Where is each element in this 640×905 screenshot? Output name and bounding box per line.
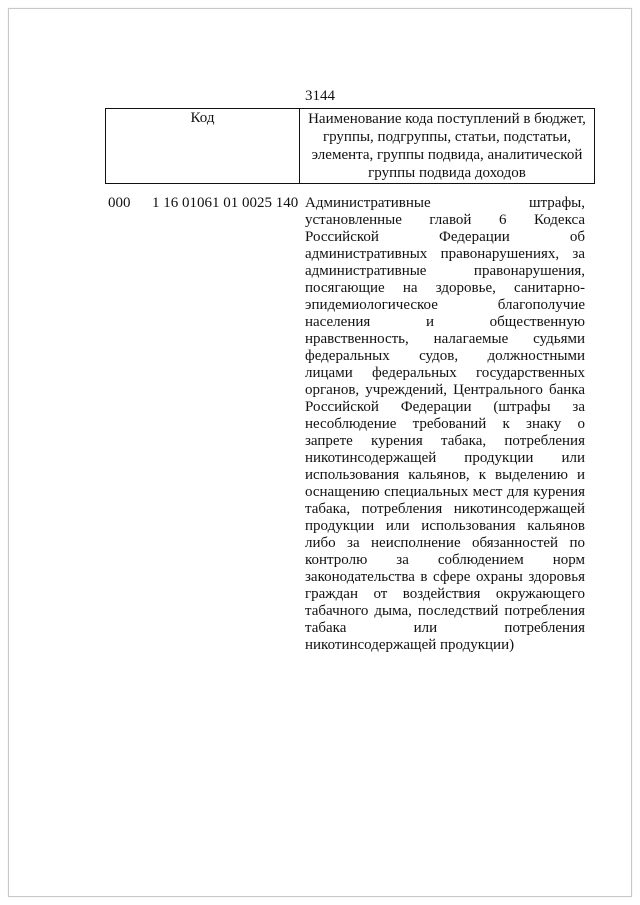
row-income-code: 1 16 01061 01 0025 140 (152, 195, 299, 211)
header-table (105, 108, 595, 184)
row-description: Административные штрафы, установленные главой 6 Кодекса Российской Федерации об административных правонарушениях, за административные правонарушения, посягающие на здоровье, санитарно-эпидемиологическое благополучие населения и общественную нравственность, налагаемые судьями федеральных судов, должностными лицами федеральных государственных органов, учреждений, Центрального банка Российской Федерации (штрафы за несоблюдение требований к знаку о запрете курения табака, потребления никотинсодержащей продукции или использования кальянов, к выделению и оснащению специальных мест для курения табака, потребления никотинсодержащей продукции или использования кальянов либо за неисполнение обязанностей по контролю за соблюдением норм законодательства в сфере охраны здоровья граждан от воздействия окружающего табачного дыма, последствий потребления табака или потребления никотинсодержащей продукции) (305, 195, 585, 653)
header-name-cell: Наименование кода поступлений в бюджет, группы, подгруппы, статьи, подстатьи, элемента, группы подвида, аналитической группы подвида доходов (300, 109, 595, 184)
page-number: 3144 (305, 88, 335, 104)
header-code-cell: Код (106, 109, 300, 184)
row-admin-code: 000 (108, 195, 131, 211)
header-row (106, 109, 595, 184)
